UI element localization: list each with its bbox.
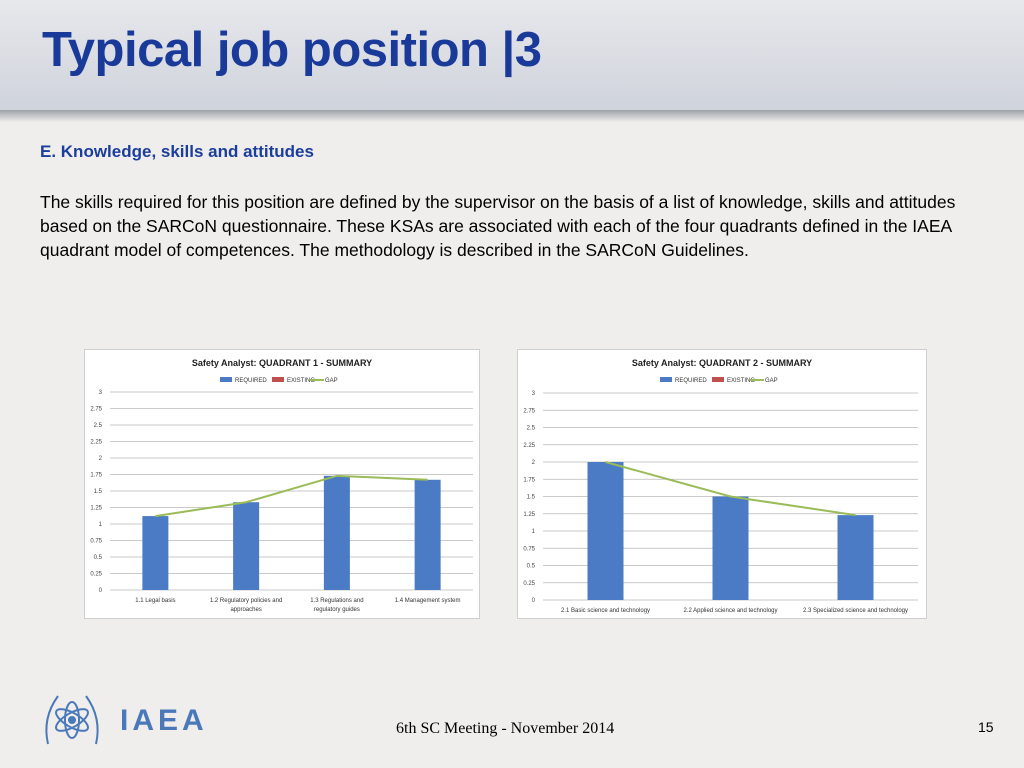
chart-quadrant-2-svg: [518, 350, 926, 618]
gap-line: [155, 476, 427, 516]
y-tick-label: 1: [531, 529, 535, 535]
bar-required-1: [588, 462, 624, 600]
page-number: 15: [978, 719, 994, 735]
legend-label-gap: GAP: [325, 378, 338, 384]
bar-required-1: [142, 516, 168, 590]
bar-required-2: [233, 502, 259, 590]
iaea-logo: [40, 688, 230, 752]
iaea-logo-text: IAEA: [120, 704, 208, 737]
bar-required-3: [324, 476, 350, 590]
y-tick-label: 0.5: [93, 555, 102, 561]
category-label: 1.3 Regulations and: [310, 598, 364, 604]
y-tick-label: 2.5: [93, 423, 102, 429]
y-tick-label: 2.5: [526, 425, 535, 432]
y-tick-label: 0.25: [523, 580, 535, 587]
y-tick-label: 3: [98, 390, 102, 396]
y-tick-label: 1.25: [90, 505, 102, 512]
category-label: regulatory guides: [313, 607, 360, 613]
category-label: 2.3 Specialized science and technology: [802, 608, 909, 614]
chart-title: Safety Analyst: QUADRANT 1 - SUMMARY: [191, 358, 373, 368]
y-tick-label: 0: [98, 588, 102, 594]
y-tick-label: 2: [98, 456, 102, 462]
bar-required-4: [415, 480, 441, 590]
chart-quadrant-1: [84, 349, 480, 619]
chart-quadrant-2: [517, 349, 927, 619]
y-tick-label: 1.75: [523, 477, 535, 484]
y-tick-label: 2.25: [523, 442, 535, 449]
legend-swatch-required: [660, 377, 672, 382]
y-tick-label: 0.75: [90, 538, 102, 545]
y-tick-label: 1.25: [523, 511, 535, 518]
footer-text: 6th SC Meeting - November 2014: [396, 720, 615, 737]
y-tick-label: 1: [98, 522, 102, 528]
bar-required-2: [713, 497, 749, 601]
legend-swatch-required: [220, 377, 232, 382]
category-label: 2.2 Applied science and technology: [683, 608, 778, 614]
y-tick-label: 1.5: [526, 494, 535, 501]
y-tick-label: 1.75: [90, 472, 102, 479]
category-label: approaches: [230, 607, 262, 613]
slide-title: Typical job position |3: [42, 23, 542, 77]
y-tick-label: 2.75: [90, 406, 102, 413]
header-divider: [0, 110, 1024, 122]
category-label: 1.4 Management system: [394, 598, 461, 604]
legend-swatch-existing: [712, 377, 724, 382]
chart-title: Safety Analyst: QUADRANT 2 - SUMMARY: [631, 358, 813, 368]
y-tick-label: 1.5: [93, 489, 102, 495]
y-tick-label: 0.5: [526, 563, 535, 570]
y-tick-label: 2.25: [90, 439, 102, 446]
category-label: 1.2 Regulatory policies and: [209, 598, 283, 604]
legend-label-required: REQUIRED: [675, 378, 707, 384]
legend-label-required: REQUIRED: [235, 378, 267, 384]
legend-label-existing: EXISTING: [287, 378, 316, 384]
y-tick-label: 2.75: [523, 408, 535, 415]
body-paragraph: The skills required for this position are defined by the supervisor on the basis of a list of knowledge, skills and attitudes based on the SARCoN questionnaire. These KSAs are associated with each of the four quadrants defined in the IAEA quadrant model of competences. The methodology is described in the SARCoN Guidelines.: [40, 192, 956, 260]
section-subtitle: E. Knowledge, skills and attitudes: [40, 142, 314, 161]
legend-label-gap: GAP: [765, 378, 778, 384]
bar-required-3: [838, 515, 874, 600]
y-tick-label: 0.75: [523, 546, 535, 553]
slide-header: [0, 0, 1024, 110]
y-tick-label: 2: [531, 460, 535, 466]
category-label: 1.1 Legal basis: [135, 598, 176, 604]
un-emblem-icon: [40, 688, 230, 752]
category-label: 2.1 Basic science and technology: [560, 608, 651, 614]
legend-label-existing: EXISTING: [727, 378, 756, 384]
y-tick-label: 0.25: [90, 571, 102, 578]
y-tick-label: 3: [531, 391, 535, 397]
chart-quadrant-1-svg: [85, 350, 479, 618]
y-tick-label: 0: [531, 598, 535, 604]
legend-swatch-existing: [272, 377, 284, 382]
